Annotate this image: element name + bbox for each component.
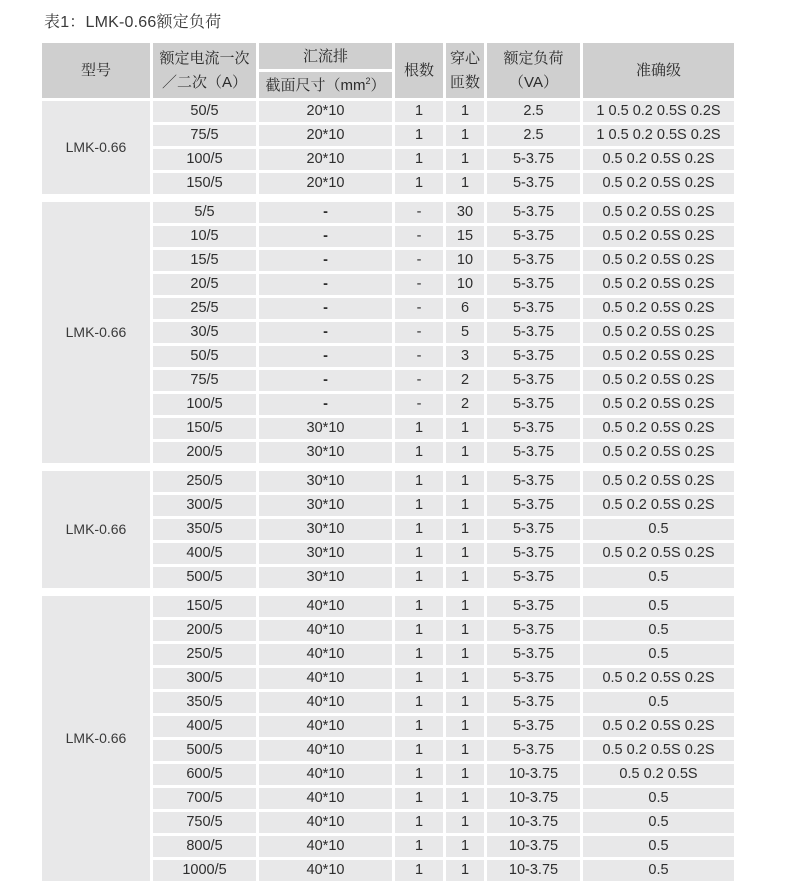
turns-cell: 1 <box>446 668 484 689</box>
turns-cell: 1 <box>446 125 484 146</box>
accuracy-class-cell: 0.5 0.2 0.5S 0.2S <box>583 495 734 516</box>
rated-current-cell: 350/5 <box>153 692 256 713</box>
rated-load-cell: 5-3.75 <box>487 173 580 194</box>
accuracy-class-cell: 1 0.5 0.2 0.5S 0.2S <box>583 101 734 122</box>
accuracy-class-cell: 0.5 0.2 0.5S 0.2S <box>583 442 734 463</box>
rated-current-cell: 200/5 <box>153 442 256 463</box>
rated-load-cell: 5-3.75 <box>487 149 580 170</box>
rated-load-cell: 10-3.75 <box>487 788 580 809</box>
turns-cell: 10 <box>446 250 484 271</box>
rated-current-cell: 100/5 <box>153 394 256 415</box>
rated-current-cell: 10/5 <box>153 226 256 247</box>
rated-current-cell: 400/5 <box>153 716 256 737</box>
group-separator <box>42 466 734 468</box>
rated-load-cell: 5-3.75 <box>487 370 580 391</box>
roots-cell: 1 <box>395 740 443 761</box>
accuracy-class-cell: 0.5 0.2 0.5S 0.2S <box>583 716 734 737</box>
rated-load-cell: 5-3.75 <box>487 692 580 713</box>
turns-cell: 1 <box>446 543 484 564</box>
table-caption: 表1：LMK-0.66额定负荷 <box>44 14 222 31</box>
turns-cell: 1 <box>446 471 484 492</box>
roots-cell: 1 <box>395 543 443 564</box>
rated-load-table <box>39 40 737 884</box>
turns-cell: 15 <box>446 226 484 247</box>
header-accuracy-class: 准确级 <box>583 43 734 98</box>
model-cell: LMK-0.66 <box>42 101 150 194</box>
rated-load-cell: 5-3.75 <box>487 519 580 540</box>
turns-cell: 30 <box>446 202 484 223</box>
rated-load-cell: 5-3.75 <box>487 394 580 415</box>
rated-current-cell: 250/5 <box>153 644 256 665</box>
busbar-size-cell: 40*10 <box>259 740 392 761</box>
roots-cell: 1 <box>395 644 443 665</box>
accuracy-class-cell: 0.5 0.2 0.5S 0.2S <box>583 274 734 295</box>
accuracy-class-cell: 0.5 0.2 0.5S <box>583 764 734 785</box>
roots-cell: 1 <box>395 812 443 833</box>
busbar-size-cell: 30*10 <box>259 471 392 492</box>
rated-load-cell: 5-3.75 <box>487 202 580 223</box>
turns-cell: 6 <box>446 298 484 319</box>
rated-current-cell: 100/5 <box>153 149 256 170</box>
header-rated-load-line1: 额定负荷 <box>503 49 564 67</box>
busbar-size-cell: 30*10 <box>259 418 392 439</box>
turns-cell: 1 <box>446 740 484 761</box>
turns-cell: 1 <box>446 692 484 713</box>
roots-cell: 1 <box>395 620 443 641</box>
busbar-size-cell: 40*10 <box>259 836 392 857</box>
model-cell: LMK-0.66 <box>42 471 150 588</box>
rated-current-cell: 300/5 <box>153 495 256 516</box>
table-body <box>42 101 734 881</box>
rated-current-cell: 600/5 <box>153 764 256 785</box>
busbar-size-cell: 40*10 <box>259 812 392 833</box>
busbar-size-cell: 40*10 <box>259 596 392 617</box>
turns-cell: 1 <box>446 620 484 641</box>
roots-cell: 1 <box>395 567 443 588</box>
rated-current-cell: 500/5 <box>153 740 256 761</box>
roots-cell: - <box>395 274 443 295</box>
header-turns <box>446 43 484 98</box>
turns-cell: 1 <box>446 519 484 540</box>
busbar-size-cell: - <box>259 370 392 391</box>
rated-load-cell: 5-3.75 <box>487 418 580 439</box>
busbar-size-suffix: ） <box>370 76 386 94</box>
roots-cell: 1 <box>395 692 443 713</box>
busbar-size-cell: 20*10 <box>259 125 392 146</box>
turns-cell: 1 <box>446 836 484 857</box>
roots-cell: 1 <box>395 519 443 540</box>
turns-cell: 1 <box>446 788 484 809</box>
header-busbar-size <box>259 72 392 98</box>
rated-load-cell: 10-3.75 <box>487 860 580 881</box>
accuracy-class-cell: 0.5 <box>583 860 734 881</box>
turns-cell: 1 <box>446 101 484 122</box>
busbar-size-cell: 40*10 <box>259 644 392 665</box>
accuracy-class-cell: 0.5 0.2 0.5S 0.2S <box>583 543 734 564</box>
table-header <box>42 43 734 98</box>
group-separator <box>42 197 734 199</box>
busbar-size-cell: - <box>259 346 392 367</box>
busbar-size-cell: 20*10 <box>259 101 392 122</box>
accuracy-class-cell: 0.5 <box>583 620 734 641</box>
roots-cell: 1 <box>395 596 443 617</box>
turns-cell: 1 <box>446 418 484 439</box>
header-rated-current-line1: 额定电流一次 <box>159 49 250 67</box>
header-rated-current-line2: ／二次（A） <box>161 73 247 91</box>
busbar-size-cell: - <box>259 274 392 295</box>
rated-current-cell: 150/5 <box>153 418 256 439</box>
rated-current-cell: 800/5 <box>153 836 256 857</box>
accuracy-class-cell: 0.5 0.2 0.5S 0.2S <box>583 370 734 391</box>
rated-load-cell: 5-3.75 <box>487 274 580 295</box>
rated-current-cell: 30/5 <box>153 322 256 343</box>
turns-cell: 1 <box>446 764 484 785</box>
rated-load-cell: 10-3.75 <box>487 764 580 785</box>
rated-current-cell: 300/5 <box>153 668 256 689</box>
header-roots: 根数 <box>395 43 443 98</box>
turns-cell: 1 <box>446 860 484 881</box>
accuracy-class-cell: 0.5 <box>583 788 734 809</box>
busbar-size-cell: 40*10 <box>259 668 392 689</box>
accuracy-class-cell: 0.5 0.2 0.5S 0.2S <box>583 418 734 439</box>
header-model: 型号 <box>42 43 150 98</box>
turns-cell: 10 <box>446 274 484 295</box>
accuracy-class-cell: 0.5 <box>583 519 734 540</box>
roots-cell: - <box>395 346 443 367</box>
roots-cell: 1 <box>395 836 443 857</box>
accuracy-class-cell: 0.5 0.2 0.5S 0.2S <box>583 471 734 492</box>
accuracy-class-cell: 0.5 0.2 0.5S 0.2S <box>583 740 734 761</box>
accuracy-class-cell: 0.5 0.2 0.5S 0.2S <box>583 149 734 170</box>
rated-load-cell: 2.5 <box>487 125 580 146</box>
busbar-size-cell: 30*10 <box>259 567 392 588</box>
rated-load-cell: 5-3.75 <box>487 226 580 247</box>
roots-cell: - <box>395 394 443 415</box>
header-turns-line1: 穿心 <box>449 49 480 67</box>
header-busbar: 汇流排 <box>259 43 392 69</box>
model-cell: LMK-0.66 <box>42 596 150 881</box>
rated-current-cell: 25/5 <box>153 298 256 319</box>
rated-current-cell: 1000/5 <box>153 860 256 881</box>
busbar-size-cell: 40*10 <box>259 620 392 641</box>
table-row <box>42 596 734 617</box>
rated-current-cell: 350/5 <box>153 519 256 540</box>
table-row <box>42 101 734 122</box>
busbar-size-cell: 30*10 <box>259 543 392 564</box>
busbar-size-sup: 2 <box>365 75 371 86</box>
header-rated-current <box>153 43 256 98</box>
accuracy-class-cell: 0.5 <box>583 644 734 665</box>
turns-cell: 1 <box>446 644 484 665</box>
rated-load-cell: 5-3.75 <box>487 298 580 319</box>
turns-cell: 2 <box>446 394 484 415</box>
accuracy-class-cell: 0.5 <box>583 596 734 617</box>
rated-current-cell: 200/5 <box>153 620 256 641</box>
accuracy-class-cell: 0.5 0.2 0.5S 0.2S <box>583 298 734 319</box>
rated-load-cell: 5-3.75 <box>487 668 580 689</box>
rated-current-cell: 75/5 <box>153 125 256 146</box>
busbar-size-cell: 40*10 <box>259 788 392 809</box>
accuracy-class-cell: 0.5 <box>583 692 734 713</box>
rated-current-cell: 50/5 <box>153 101 256 122</box>
roots-cell: 1 <box>395 668 443 689</box>
rated-load-cell: 5-3.75 <box>487 471 580 492</box>
rated-load-cell: 5-3.75 <box>487 495 580 516</box>
rated-load-cell: 5-3.75 <box>487 346 580 367</box>
turns-cell: 1 <box>446 716 484 737</box>
roots-cell: - <box>395 226 443 247</box>
turns-cell: 2 <box>446 370 484 391</box>
table-row <box>42 471 734 492</box>
roots-cell: 1 <box>395 149 443 170</box>
accuracy-class-cell: 0.5 0.2 0.5S 0.2S <box>583 322 734 343</box>
roots-cell: 1 <box>395 860 443 881</box>
header-rated-load-line2: （VA） <box>509 73 558 91</box>
rated-current-cell: 500/5 <box>153 567 256 588</box>
rated-current-cell: 250/5 <box>153 471 256 492</box>
rated-current-cell: 20/5 <box>153 274 256 295</box>
roots-cell: 1 <box>395 173 443 194</box>
roots-cell: 1 <box>395 442 443 463</box>
busbar-size-cell: 30*10 <box>259 442 392 463</box>
rated-load-cell: 5-3.75 <box>487 644 580 665</box>
roots-cell: - <box>395 202 443 223</box>
rated-load-cell: 5-3.75 <box>487 596 580 617</box>
header-rated-load <box>487 43 580 98</box>
rated-load-cell: 5-3.75 <box>487 322 580 343</box>
accuracy-class-cell: 0.5 0.2 0.5S 0.2S <box>583 346 734 367</box>
accuracy-class-cell: 1 0.5 0.2 0.5S 0.2S <box>583 125 734 146</box>
turns-cell: 5 <box>446 322 484 343</box>
turns-cell: 3 <box>446 346 484 367</box>
roots-cell: - <box>395 250 443 271</box>
rated-current-cell: 15/5 <box>153 250 256 271</box>
model-cell: LMK-0.66 <box>42 202 150 463</box>
rated-current-cell: 150/5 <box>153 596 256 617</box>
accuracy-class-cell: 0.5 <box>583 812 734 833</box>
turns-cell: 1 <box>446 149 484 170</box>
rated-load-cell: 10-3.75 <box>487 812 580 833</box>
busbar-size-cell: - <box>259 250 392 271</box>
busbar-size-cell: 40*10 <box>259 764 392 785</box>
rated-load-cell: 5-3.75 <box>487 620 580 641</box>
turns-cell: 1 <box>446 442 484 463</box>
roots-cell: 1 <box>395 101 443 122</box>
turns-cell: 1 <box>446 812 484 833</box>
roots-cell: 1 <box>395 125 443 146</box>
rated-current-cell: 150/5 <box>153 173 256 194</box>
table-row <box>42 202 734 223</box>
rated-load-cell: 5-3.75 <box>487 250 580 271</box>
turns-cell: 1 <box>446 495 484 516</box>
header-turns-line2: 匝数 <box>449 73 480 91</box>
rated-load-cell: 2.5 <box>487 101 580 122</box>
roots-cell: 1 <box>395 471 443 492</box>
turns-cell: 1 <box>446 567 484 588</box>
accuracy-class-cell: 0.5 0.2 0.5S 0.2S <box>583 226 734 247</box>
accuracy-class-cell: 0.5 0.2 0.5S 0.2S <box>583 668 734 689</box>
busbar-size-cell: 20*10 <box>259 149 392 170</box>
busbar-size-cell: 20*10 <box>259 173 392 194</box>
roots-cell: - <box>395 370 443 391</box>
rated-load-cell: 5-3.75 <box>487 740 580 761</box>
accuracy-class-cell: 0.5 <box>583 567 734 588</box>
accuracy-class-cell: 0.5 0.2 0.5S 0.2S <box>583 202 734 223</box>
busbar-size-cell: - <box>259 226 392 247</box>
roots-cell: - <box>395 298 443 319</box>
rated-current-cell: 400/5 <box>153 543 256 564</box>
busbar-size-cell: 40*10 <box>259 860 392 881</box>
rated-load-cell: 5-3.75 <box>487 567 580 588</box>
accuracy-class-cell: 0.5 0.2 0.5S 0.2S <box>583 250 734 271</box>
rated-current-cell: 75/5 <box>153 370 256 391</box>
busbar-size-cell: - <box>259 394 392 415</box>
rated-load-cell: 5-3.75 <box>487 543 580 564</box>
busbar-size-cell: 30*10 <box>259 495 392 516</box>
busbar-size-cell: 40*10 <box>259 692 392 713</box>
turns-cell: 1 <box>446 596 484 617</box>
busbar-size-cell: 30*10 <box>259 519 392 540</box>
accuracy-class-cell: 0.5 0.2 0.5S 0.2S <box>583 394 734 415</box>
rated-current-cell: 50/5 <box>153 346 256 367</box>
busbar-size-prefix: 截面尺寸（mm <box>265 76 366 94</box>
rated-current-cell: 5/5 <box>153 202 256 223</box>
busbar-size-cell: - <box>259 322 392 343</box>
busbar-size-cell: - <box>259 202 392 223</box>
rated-current-cell: 700/5 <box>153 788 256 809</box>
turns-cell: 1 <box>446 173 484 194</box>
rated-load-cell: 5-3.75 <box>487 716 580 737</box>
roots-cell: 1 <box>395 764 443 785</box>
busbar-size-cell: 40*10 <box>259 716 392 737</box>
accuracy-class-cell: 0.5 0.2 0.5S 0.2S <box>583 173 734 194</box>
rated-current-cell: 750/5 <box>153 812 256 833</box>
roots-cell: 1 <box>395 418 443 439</box>
group-separator <box>42 591 734 593</box>
busbar-size-cell: - <box>259 298 392 319</box>
rated-load-cell: 5-3.75 <box>487 442 580 463</box>
roots-cell: - <box>395 322 443 343</box>
roots-cell: 1 <box>395 716 443 737</box>
accuracy-class-cell: 0.5 <box>583 836 734 857</box>
roots-cell: 1 <box>395 788 443 809</box>
rated-load-cell: 10-3.75 <box>487 836 580 857</box>
roots-cell: 1 <box>395 495 443 516</box>
